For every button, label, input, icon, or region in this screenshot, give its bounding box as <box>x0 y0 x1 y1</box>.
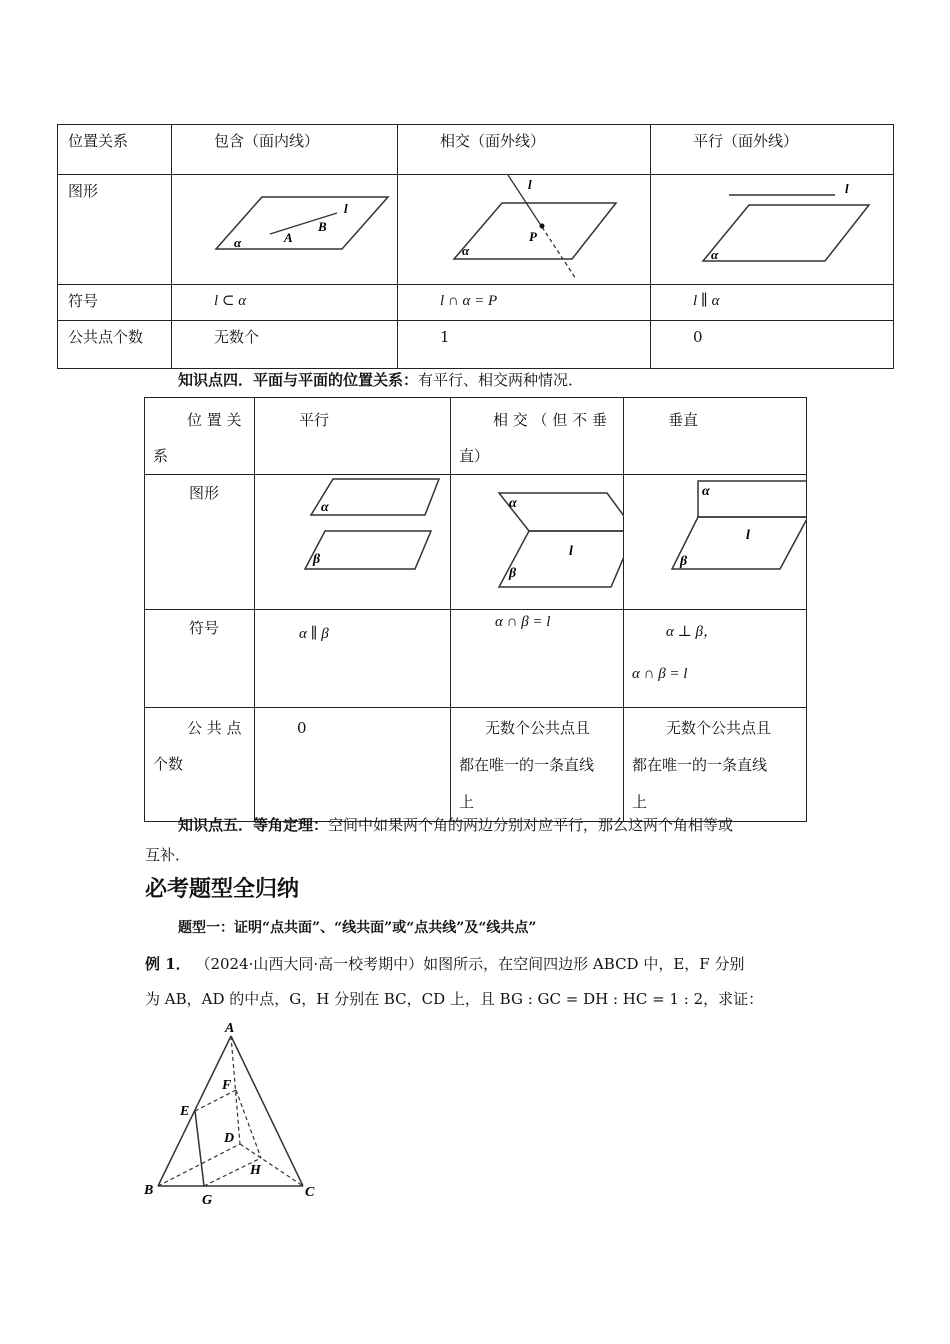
common-contain: 无数个 <box>172 321 398 369</box>
svg-text:α: α <box>462 243 470 258</box>
intersecting-planes-figure <box>451 475 624 608</box>
header-parallel: 平行（面外线） <box>651 125 894 175</box>
figure-intersect <box>398 175 651 285</box>
t2-header-intersect: 相 交 （ 但 不 垂 直） <box>451 398 624 475</box>
t2-symbol-intersect: α ∩ β = l <box>451 610 624 708</box>
parallel-figure <box>651 175 894 283</box>
svg-text:α: α <box>234 235 242 250</box>
parallel-planes-figure <box>255 475 451 608</box>
perpendicular-planes-figure <box>624 475 807 608</box>
point-h: H <box>250 1163 261 1178</box>
t2-figure-intersect <box>451 475 624 610</box>
point-f: F <box>222 1078 232 1093</box>
plane-plane-table <box>144 397 807 822</box>
t2-header-position: 位 置 关 系 <box>145 398 255 475</box>
figure-label: 图形 <box>58 175 172 285</box>
t2-symbol-parallel: α ∥ β <box>255 610 451 708</box>
section-title: 必考题型全归纳 <box>145 877 300 902</box>
t2-common-perpendicular: 无数个公共点且 都在唯一的一条直线 上 <box>624 708 807 822</box>
svg-text:l: l <box>344 201 348 216</box>
t2-figure-label: 图形 <box>145 475 255 610</box>
svg-text:α: α <box>702 484 710 499</box>
svg-text:l: l <box>528 177 532 192</box>
svg-text:A: A <box>284 230 293 245</box>
example-1-line-a: （2024·山西大同·高一校考期中）如图所示，在空间四边形 ABCD 中，E，F 分别 <box>195 955 745 973</box>
t2-common-label: 公 共 点 个数 <box>145 708 255 822</box>
kp5-paragraph <box>145 810 815 870</box>
kp5-text-b: 互补． <box>145 846 191 864</box>
vertex-d: D <box>224 1131 235 1146</box>
point-g: G <box>202 1193 213 1208</box>
tetrahedron-figure <box>140 1016 330 1211</box>
example-1-label: 例 1． <box>145 955 191 973</box>
symbol-parallel: l ∥ α <box>651 285 894 321</box>
svg-text:B: B <box>318 219 327 234</box>
figure-parallel <box>651 175 894 285</box>
symbol-contain: l ⊂ α <box>172 285 398 321</box>
figure-contain <box>172 175 398 285</box>
line-plane-table <box>57 124 894 369</box>
point-e: E <box>180 1104 190 1119</box>
t2-header-parallel: 平行 <box>255 398 451 475</box>
svg-text:β: β <box>680 554 688 569</box>
svg-text:l: l <box>845 181 849 196</box>
question-type-1: 题型一：证明“点共面”、“线共面”或“点共线”及“线共点” <box>178 920 537 936</box>
common-label: 公共点个数 <box>58 321 172 369</box>
kp4-paragraph <box>178 365 818 395</box>
svg-text:l: l <box>746 528 750 543</box>
t2-figure-perpendicular <box>624 475 807 610</box>
svg-text:α: α <box>321 500 329 515</box>
svg-text:P: P <box>529 229 537 244</box>
t2-header-perpendicular: 垂直 <box>624 398 807 475</box>
svg-text:α: α <box>509 496 517 511</box>
contain-figure <box>172 175 398 283</box>
common-parallel: 0 <box>651 321 894 369</box>
svg-text:β: β <box>509 566 517 581</box>
kp5-title: 知识点五．等角定理： <box>178 816 329 834</box>
kp5-text-a: 空间中如果两个角的两边分别对应平行，那么这两个角相等或 <box>328 816 734 834</box>
kp4-title: 知识点四．平面与平面的位置关系： <box>178 371 419 389</box>
t2-common-parallel: 0 <box>255 708 451 822</box>
header-intersect: 相交（面外线） <box>398 125 651 175</box>
intersect-figure <box>398 175 651 283</box>
svg-text:β: β <box>313 552 321 567</box>
t2-symbol-label: 符号 <box>145 610 255 708</box>
common-intersect: 1 <box>398 321 651 369</box>
kp4-text: 有平行、相交两种情况． <box>418 371 584 389</box>
svg-text:α: α <box>711 247 719 262</box>
svg-text:l: l <box>569 544 573 559</box>
t2-figure-parallel <box>255 475 451 610</box>
symbol-label: 符号 <box>58 285 172 321</box>
example-1-line-b: 为 AB，AD 的中点，G，H 分别在 BC，CD 上，且 BG : GC = DH : HC = 1 : 2，求证： <box>145 990 764 1008</box>
t2-common-intersect: 无数个公共点且 都在唯一的一条直线 上 <box>451 708 624 822</box>
header-position: 位置关系 <box>58 125 172 175</box>
vertex-b: B <box>144 1183 154 1198</box>
vertex-a: A <box>225 1021 235 1036</box>
example-1 <box>145 947 815 1017</box>
vertex-c: C <box>305 1185 315 1200</box>
t2-symbol-perpendicular: α ⊥ β， α ∩ β = l <box>624 610 807 708</box>
symbol-intersect: l ∩ α = P <box>398 285 651 321</box>
header-contain: 包含（面内线） <box>172 125 398 175</box>
